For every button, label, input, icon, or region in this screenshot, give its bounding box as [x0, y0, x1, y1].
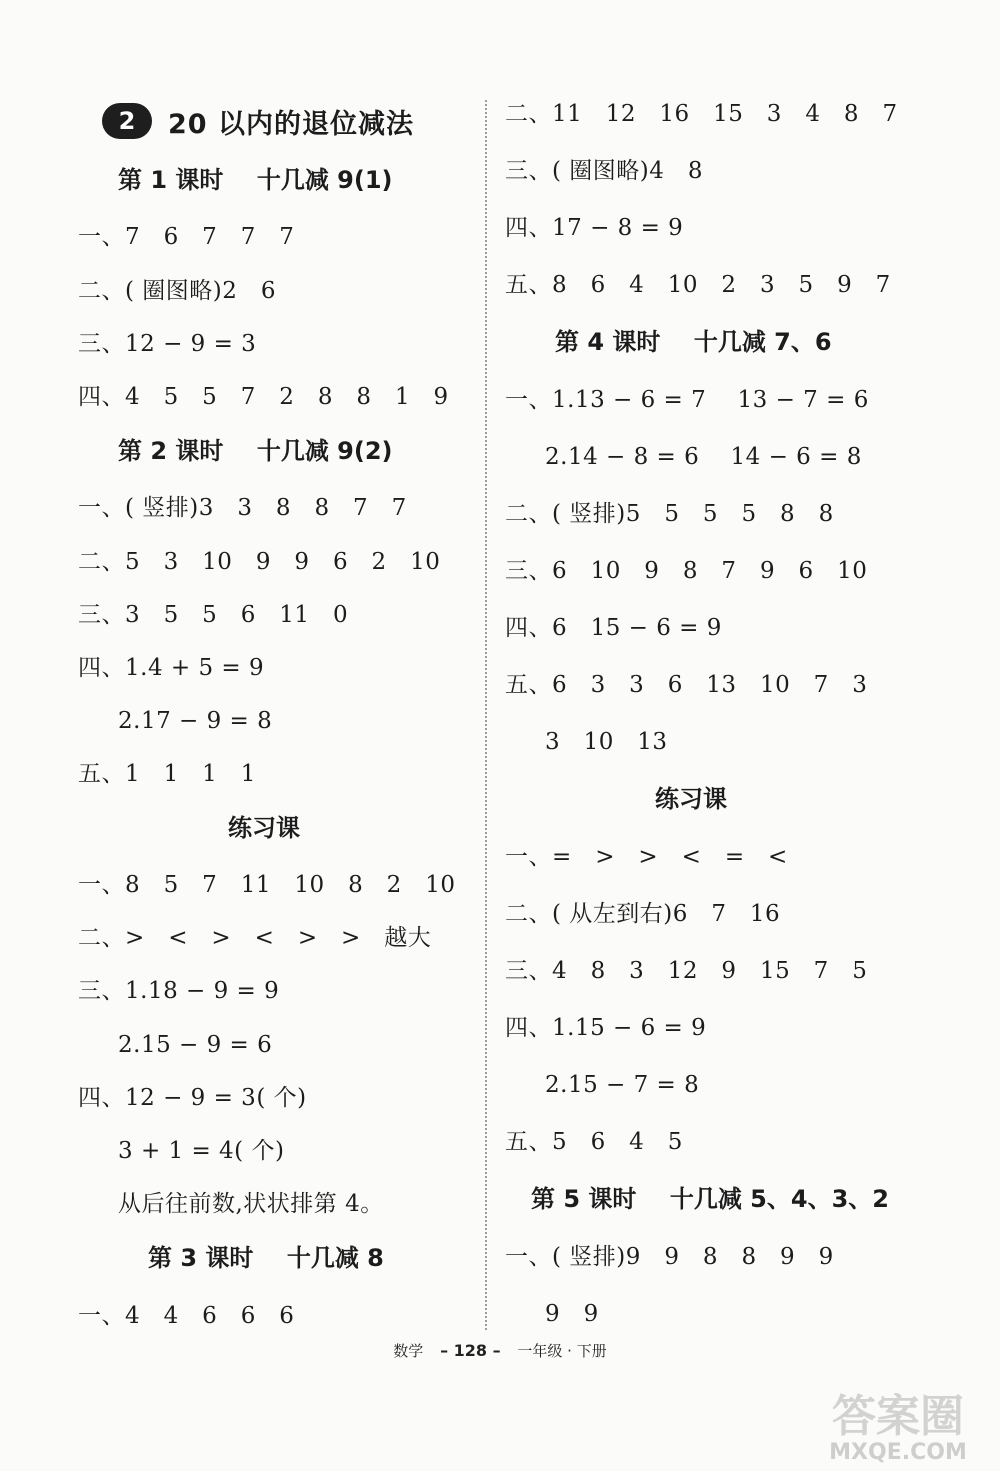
page-number: – 128 – [440, 1341, 501, 1360]
answer-line: 三、1.18 − 9 = 9 [78, 978, 280, 1004]
watermark-site: MXQE.COM [829, 1440, 967, 1465]
answer-line: 3 + 1 = 4( 个) [118, 1138, 285, 1164]
answer-line: 2.17 − 9 = 8 [118, 708, 273, 734]
answer-line: 四、17 − 8 = 9 [505, 215, 684, 241]
answer-line: 三、12 − 9 = 3 [78, 331, 257, 357]
answer-line: 二、( 竖排)5 5 5 5 8 8 [505, 501, 834, 527]
footer-grade: 一年级 · 下册 [517, 1342, 607, 1360]
answer-line: 四、4 5 5 7 2 8 8 1 9 [78, 384, 449, 410]
answer-line: 2.15 − 9 = 6 [118, 1032, 273, 1058]
answer-line: 五、1 1 1 1 [78, 761, 256, 787]
lesson-3-title: 第 3 课时 十几减 8 [148, 1244, 384, 1272]
site-watermark [808, 1380, 988, 1465]
practice-title: 练习课 [228, 814, 300, 842]
answer-line: 一、4 4 6 6 6 [78, 1303, 295, 1329]
answer-line: 从后往前数,状状排第 4。 [118, 1191, 384, 1217]
answer-line: 三、( 圈图略)4 8 [505, 158, 703, 184]
practice-title: 练习课 [655, 785, 727, 813]
answer-line: 一、1.13 − 6 = 7 13 − 7 = 6 [505, 387, 869, 413]
answer-line: 四、6 15 − 6 = 9 [505, 615, 722, 641]
watermark-logo: 答案圈 [832, 1391, 964, 1442]
answer-line: 3 10 13 [545, 729, 668, 755]
column-divider [485, 100, 487, 1330]
chapter-header [102, 98, 414, 144]
answer-line: 2.14 − 8 = 6 14 − 6 = 8 [545, 444, 862, 470]
answer-line: 五、6 3 3 6 13 10 7 3 [505, 672, 868, 698]
footer-subject: 数学 [393, 1342, 424, 1360]
lesson-5-title: 第 5 课时 十几减 5、4、3、2 [531, 1185, 889, 1213]
lesson-4-title: 第 4 课时 十几减 7、6 [555, 328, 832, 356]
chapter-number-badge: 2 [102, 103, 152, 139]
answer-line: 四、1.4 + 5 = 9 [78, 655, 265, 681]
answer-line: 一、8 5 7 11 10 8 2 10 [78, 872, 456, 898]
answer-line: 一、= > > < = < [505, 844, 788, 870]
answer-line: 9 9 [545, 1301, 599, 1327]
answer-line: 三、3 5 5 6 11 0 [78, 602, 349, 628]
answer-line: 四、12 − 9 = 3( 个) [78, 1085, 307, 1111]
answer-line: 二、( 从左到右)6 7 16 [505, 901, 781, 927]
answer-line: 五、8 6 4 10 2 3 5 9 7 [505, 272, 891, 298]
answer-line: 2.15 − 7 = 8 [545, 1072, 700, 1098]
answer-line: 二、5 3 10 9 9 6 2 10 [78, 549, 441, 575]
lesson-1-title: 第 1 课时 十几减 9(1) [118, 166, 393, 194]
answer-line: 二、11 12 16 15 3 4 8 7 [505, 101, 898, 127]
answer-line: 一、7 6 7 7 7 [78, 224, 295, 250]
page-footer [0, 1340, 1000, 1361]
answer-line: 三、4 8 3 12 9 15 7 5 [505, 958, 868, 984]
answer-line: 三、6 10 9 8 7 9 6 10 [505, 558, 868, 584]
answer-line: 一、( 竖排)3 3 8 8 7 7 [78, 495, 407, 521]
answer-line: 五、5 6 4 5 [505, 1129, 683, 1155]
answer-line: 二、( 圈图略)2 6 [78, 278, 276, 304]
answer-line: 一、( 竖排)9 9 8 8 9 9 [505, 1244, 834, 1270]
answer-line: 二、> < > < > > 越大 [78, 925, 432, 951]
chapter-title: 20 以内的退位减法 [168, 108, 414, 140]
lesson-2-title: 第 2 课时 十几减 9(2) [118, 437, 393, 465]
answer-line: 四、1.15 − 6 = 9 [505, 1015, 707, 1041]
